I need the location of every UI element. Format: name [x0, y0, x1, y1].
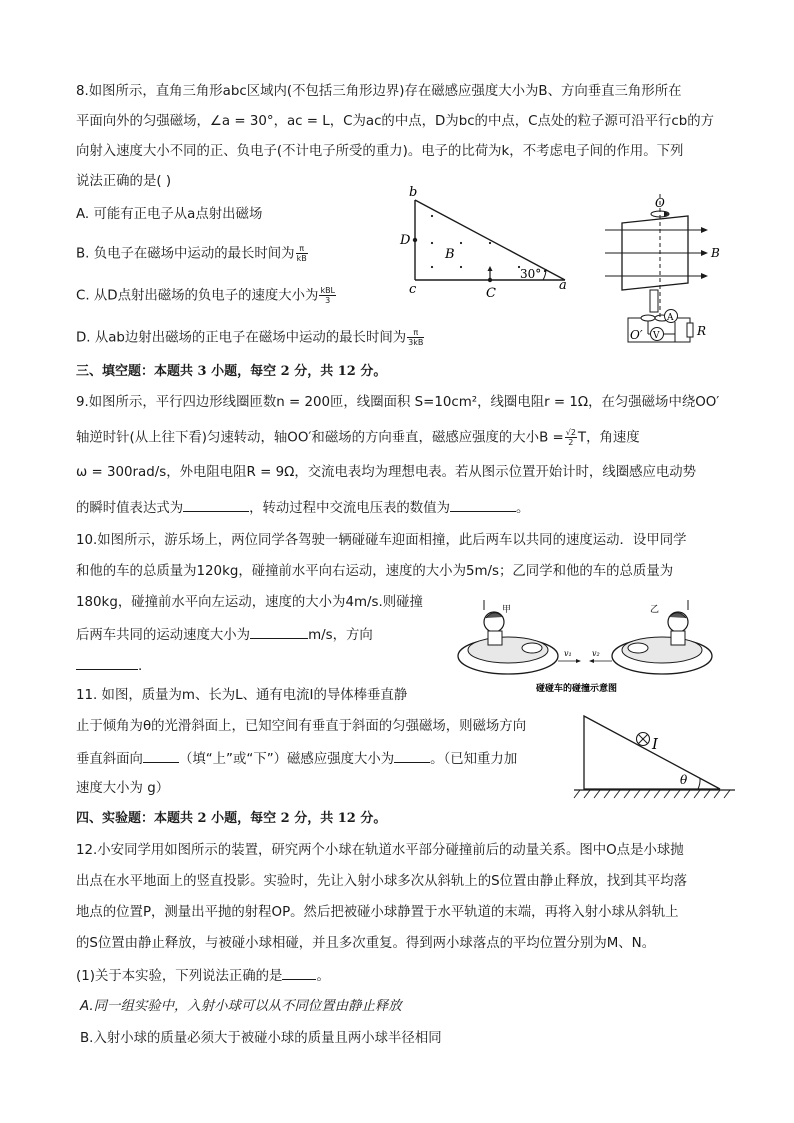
- label-b: b: [409, 185, 418, 200]
- answer-blank[interactable]: [450, 497, 516, 512]
- bumper-cars-figure: [450, 598, 720, 698]
- label-v1: v₁: [564, 649, 572, 658]
- q8-option-d: D. 从ab边射出磁场的正电子在磁场中运动的最长时间为 $\frac{\pi}{3kB}$: [76, 328, 424, 347]
- answer-blank[interactable]: [394, 748, 430, 763]
- q8-line-2: 平面向外的匀强磁场，∠a = 30°，ac = L，C为ac的中点，D为bc的中点，C点处的粒子源可沿平行cb的方: [76, 114, 715, 129]
- label-v2: v₂: [592, 649, 600, 658]
- fraction: $\frac{√2}{2}$: [565, 428, 576, 447]
- q8-option-c: C. 从D点射出磁场的负电子的速度大小为 $\frac{\text{kBL}}{3}$: [76, 286, 336, 305]
- q8-line-3: 向射入速度大小不同的正、负电子(不计电子所受的重力)。电子的比荷为k，不考虑电子间的作用。下列: [76, 144, 684, 159]
- q10-line-1: 10.如图所示，游乐场上，两位同学各驾驶一辆碰碰车迎面相撞，此后两车以共同的速度运动．设甲同学: [76, 533, 687, 548]
- q8-line-1: 8.如图所示，直角三角形abc区域内(不包括三角形边界)存在磁感应强度大小为B、方向垂直三角形所在: [76, 84, 682, 99]
- label-yi: 乙: [650, 605, 660, 615]
- q9-line-1: 9.如图所示，平行四边形线圈匝数n = 200匝，线圈面积 S=10cm²，线圈电阻r = 1Ω，在匀强磁场中绕OO′: [76, 395, 720, 410]
- triangle-magnetic-field-figure: [395, 183, 580, 303]
- figure-caption: 碰碰车的碰撞示意图: [536, 684, 618, 694]
- q9-line-2: 轴逆时针(从上往下看)匀速转动，轴OO′和磁场的方向垂直，磁感应强度的大小B = $\frac{√2}{2}$ T，角速度: [76, 428, 640, 447]
- q12-line-4: 的S位置由静止释放，与被碰小球相碰，并且多次重复。得到两小球落点的平均位置分别为M、N。: [76, 936, 656, 951]
- q9-line-4: 的瞬时值表达式为 ，转动过程中交流电压表的数值为 。: [76, 497, 529, 519]
- q10-line-5: .: [76, 655, 142, 677]
- incline-figure: [570, 708, 740, 800]
- fraction: $\frac{\text{kBL}}{3}$: [320, 286, 336, 305]
- q11-line-2: 止于倾角为θ的光滑斜面上，已知空间有垂直于斜面的匀强磁场，则磁场方向: [76, 719, 527, 734]
- label-R: R: [697, 324, 707, 338]
- q10-line-2: 和他的车的总质量为120kg，碰撞前水平向右运动，速度的大小为5m/s；乙同学和他的车的总质量为: [76, 564, 674, 579]
- label-field-B: B: [445, 247, 455, 262]
- answer-blank[interactable]: [76, 655, 138, 670]
- q12-line-1: 12.小安同学用如图所示的装置，研究两个小球在轨道水平部分碰撞前后的动量关系。图中O点是小球抛: [76, 843, 684, 858]
- answer-blank[interactable]: [250, 624, 308, 639]
- label-D: D: [400, 233, 411, 248]
- ammeter-label: A: [667, 313, 674, 323]
- q8-option-a: A. 可能有正电子从a点射出磁场: [76, 207, 263, 222]
- q12-sub-1: (1)关于本实验，下列说法正确的是 。: [76, 965, 330, 987]
- current-label-I: I: [652, 735, 658, 753]
- angle-theta: θ: [680, 773, 688, 787]
- q11-line-4: 速度大小为 g）: [76, 781, 170, 796]
- angle-label: 30°: [520, 267, 542, 281]
- rotating-coil-figure: [600, 190, 725, 360]
- label-a: a: [559, 278, 567, 293]
- label-O: O: [655, 196, 665, 210]
- voltmeter-label: V: [653, 331, 660, 341]
- q12-option-b: B.入射小球的质量必须大于被碰小球的质量且两小球半径相同: [80, 1031, 442, 1046]
- section-4-heading: 四、实验题：本题共 2 小题，每空 2 分，共 12 分。: [76, 811, 387, 826]
- q11-line-3: 垂直斜面向 （填“上”或“下”）磁感应强度大小为 。（已知重力加: [76, 748, 517, 770]
- fraction: $\frac{\pi}{3kB}$: [408, 328, 424, 347]
- answer-blank[interactable]: [183, 497, 249, 512]
- fraction: $\frac{\pi}{kB}$: [296, 244, 307, 263]
- q8-option-b: B. 负电子在磁场中运动的最长时间为 $\frac{\pi}{kB}$: [76, 244, 307, 263]
- label-jia: 甲: [502, 605, 512, 615]
- q12-option-a: A.同一组实验中，入射小球可以从不同位置由静止释放: [80, 999, 402, 1014]
- q12-line-2: 出点在水平地面上的竖直投影。实验时，先让入射小球多次从斜轨上的S位置由静止释放，找到其平均落: [76, 874, 688, 889]
- label-O-prime: O′: [630, 328, 643, 342]
- answer-blank[interactable]: [143, 748, 179, 763]
- label-field-B: B: [711, 246, 720, 260]
- car-yi: [612, 600, 712, 674]
- q9-line-3: ω = 300rad/s，外电阻电阻R = 9Ω，交流电表均为理想电表。若从图示位置开始计时，线圈感应电动势: [76, 465, 697, 480]
- q11-line-1: 11. 如图，质量为m、长为L、通有电流I的导体棒垂直静: [76, 688, 408, 703]
- label-c: c: [409, 282, 417, 297]
- q10-line-3: 180kg，碰撞前水平向左运动，速度的大小为4m/s.则碰撞: [76, 595, 423, 610]
- answer-blank[interactable]: [282, 965, 316, 980]
- q8-line-4: 说法正确的是( ): [76, 174, 172, 189]
- label-C: C: [486, 286, 496, 301]
- q12-line-3: 地点的位置P，测量出平抛的射程OP。然后把被碰小球静置于水平轨道的末端，再将入射小球从斜轨上: [76, 905, 679, 920]
- section-3-heading: 三、填空题：本题共 3 小题，每空 2 分，共 12 分。: [76, 364, 387, 379]
- q10-line-4: 后两车共同的运动速度大小为 m/s，方向: [76, 624, 373, 646]
